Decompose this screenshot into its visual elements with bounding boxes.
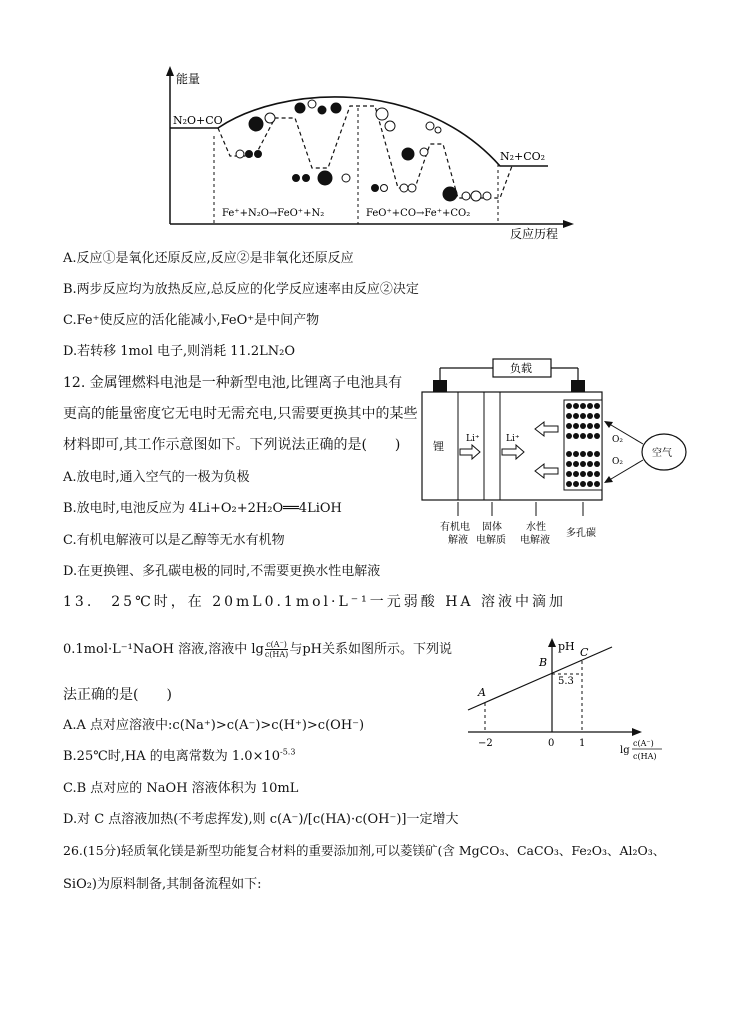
q26-line2: SiO₂)为原料制备,其制备流程如下: — [63, 877, 262, 892]
positive-terminal — [571, 380, 585, 392]
li-ion-label-2: Li⁺ — [506, 434, 520, 444]
li-ion-label-1: Li⁺ — [466, 434, 480, 444]
energy-curve — [170, 97, 548, 166]
q11-option-a: A.反应①是氧化还原反应,反应②是非氧化还原反应 — [63, 251, 354, 266]
molecule-sketches — [236, 100, 491, 201]
energy-x-label: 反应历程 — [510, 227, 559, 241]
ph-x-label-prefix: lg — [620, 745, 630, 756]
step1-equation: Fe⁺+N₂O→FeO⁺+N₂ — [222, 208, 325, 219]
porous-carbon-label: 多孔碳 — [566, 528, 596, 539]
o2-label-bottom: O₂ — [612, 457, 623, 467]
o2-label-top: O₂ — [612, 435, 623, 445]
q13-stem-line1: 13. 25℃时，在 20mL0.1mol·L⁻¹一元弱酸 HA 溶液中滴加 — [63, 594, 566, 610]
q13-stem-line2-post: 与pH关系如图所示。下列说 — [289, 642, 452, 657]
q11-option-d: D.若转移 1mol 电子,则消耗 11.2LN₂O — [63, 344, 296, 359]
organic-electrolyte-label-1: 有机电 — [440, 522, 470, 533]
q12-option-c: C.有机电解液可以是乙醇等无水有机物 — [63, 533, 285, 548]
q13-stem-line2-pre: 0.1mol·L⁻¹NaOH 溶液,溶液中 lg — [63, 642, 264, 657]
tick-1: 1 — [579, 738, 586, 749]
ph-y-arrow — [548, 638, 556, 647]
q12-stem-line2: 更高的能量密度它无电时无需充电,只需要更换其中的某些 — [63, 406, 418, 422]
q13-stem-line3: 法正确的是( ) — [63, 687, 172, 703]
point-a-label: A — [478, 686, 486, 699]
solid-electrolyte-label-1: 固体 — [482, 522, 502, 533]
ph-graph — [462, 632, 677, 772]
aqueous-electrolyte-label-2: 电解液 — [520, 535, 550, 546]
q11-option-c: C.Fe⁺使反应的活化能减小,FeO⁺是中间产物 — [63, 313, 320, 328]
energy-x-arrow — [563, 220, 574, 228]
energy-y-label: 能量 — [176, 72, 201, 86]
q13-option-a: A.A 点对应溶液中:c(Na⁺)>c(A⁻)>c(H⁺)>c(OH⁻) — [63, 718, 365, 733]
air-arrow-bottom-head — [604, 476, 613, 483]
load-label: 负载 — [510, 362, 532, 375]
air-label: 空气 — [652, 448, 672, 459]
organic-electrolyte-label-2: 解液 — [448, 535, 468, 546]
q12-stem-line3: 材料即可,其工作示意图如下。下列说法正确的是( ) — [63, 437, 401, 453]
ph-value-label: 5.3 — [558, 676, 574, 687]
point-b-label: B — [539, 656, 548, 669]
q13-option-b — [63, 745, 295, 764]
ph-x-arrow — [632, 728, 642, 736]
q13-option-b-text: B.25℃时,HA 的电离常数为 1.0×10 — [63, 749, 281, 764]
ph-y-label: pH — [558, 640, 575, 653]
q12-option-a: A.放电时,通入空气的一极为负极 — [63, 470, 250, 485]
q13-option-c: C.B 点对应的 NaOH 溶液体积为 10mL — [63, 781, 299, 796]
q12-option-b: B.放电时,电池反应为 4Li+O₂+2H₂O══4LiOH — [63, 501, 342, 516]
step2-equation: FeO⁺+CO→Fe⁺+CO₂ — [366, 208, 471, 219]
q13-stem-fraction — [265, 640, 288, 659]
ph-x-frac-denominator: c(HA) — [633, 752, 657, 761]
tick-neg2: −2 — [478, 738, 493, 749]
q13-frac-denominator: c(HA) — [264, 650, 289, 659]
point-c-label: C — [580, 646, 589, 659]
ph-x-frac-numerator: c(A⁻) — [633, 739, 654, 748]
energy-diagram — [160, 66, 580, 244]
q13-frac-numerator: c(A⁻) — [266, 640, 287, 649]
q13-option-d: D.对 C 点溶液加热(不考虑挥发),则 c(A⁻)/[c(HA)·c(OH⁻)]一定增大 — [63, 812, 459, 827]
q12-option-d: D.在更换锂、多孔碳电极的同时,不需要更换水性电解液 — [63, 564, 381, 579]
energy-y-arrow — [166, 66, 174, 76]
q13-option-b-exponent: -5.3 — [280, 747, 296, 757]
q13-stem-line2 — [63, 638, 452, 659]
tick-0: 0 — [548, 738, 555, 749]
q26-line1: 26.(15分)轻质氧化镁是新型功能复合材料的重要添加剂,可以菱镁矿(含 MgCO₃、CaCO₃、Fe₂O₃、Al₂O₃、 — [63, 843, 666, 858]
air-arrow-top-head — [604, 421, 613, 428]
lithium-label: 锂 — [433, 440, 444, 453]
solid-electrolyte-label-2: 电解质 — [476, 535, 506, 546]
negative-terminal — [433, 380, 447, 392]
q12-stem-line1: 12. 金属锂燃料电池是一种新型电池,比锂离子电池具有 — [63, 375, 403, 391]
q11-option-b: B.两步反应均为放热反应,总反应的化学反应速率由反应②决定 — [63, 282, 419, 297]
battery-diagram — [418, 356, 698, 556]
energy-left-label: N₂O+CO — [173, 114, 223, 127]
energy-right-label: N₂+CO₂ — [500, 150, 546, 163]
aqueous-electrolyte-label-1: 水性 — [526, 522, 546, 533]
